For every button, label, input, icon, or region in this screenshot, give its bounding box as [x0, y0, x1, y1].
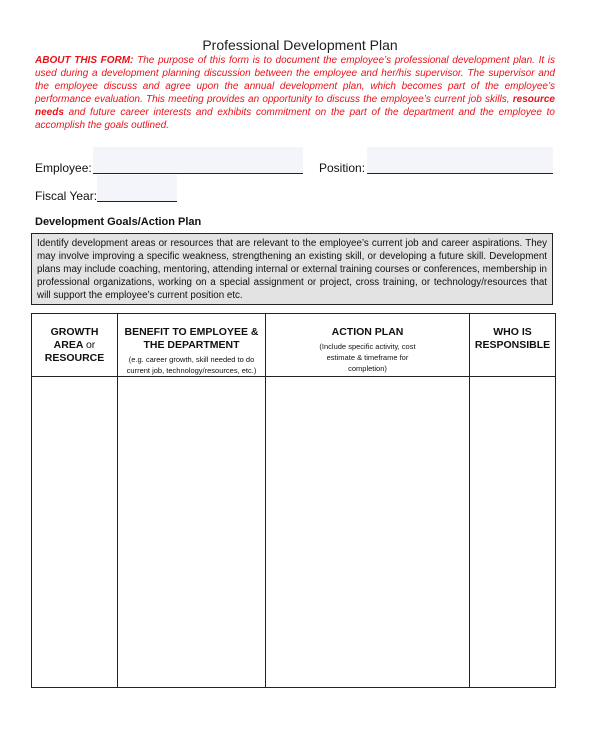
header-action-line1: ACTION PLAN [331, 326, 404, 338]
responsible-cell[interactable] [470, 377, 556, 688]
about-label: ABOUT THIS FORM: [35, 55, 134, 66]
action-plan-cell[interactable] [266, 377, 470, 688]
employee-field[interactable] [93, 147, 303, 174]
section-heading: Development Goals/Action Plan [35, 216, 202, 228]
development-plan-table [31, 313, 556, 688]
header-benefit [118, 314, 266, 377]
header-growth-line2a: AREA [53, 339, 84, 351]
header-growth-line1: GROWTH [50, 326, 99, 338]
about-text-after: and future career interests and exhibits commitment on the part of the department and the employee to accomplish the goals outlined. [35, 107, 555, 131]
header-benefit-line1: BENEFIT TO EMPLOYEE & [124, 326, 259, 338]
header-growth-area [32, 314, 118, 377]
about-this-form [35, 54, 555, 132]
header-growth-line3: RESOURCE [44, 352, 105, 364]
growth-area-cell[interactable] [32, 377, 118, 688]
instructions-box: Identify development areas or resources that are relevant to the employee’s current job and career aspirations. They may involve improving a specific weakness, strengthening an existing skill, or developing a future skill. Development plans may include coaching, mentoring, attending internal or external training courses or conferences, membership in professional organizations, working on a special assignment or project, cross training, or technology/resources that will support the employee’s current position etc. [31, 233, 553, 305]
table-row [32, 377, 556, 688]
fiscal-year-field[interactable] [97, 175, 177, 202]
header-benefit-sub: (e.g. career growth, skill needed to do current job, technology/resources, etc.) [126, 355, 257, 375]
header-benefit-line2: THE DEPARTMENT [143, 339, 240, 351]
benefit-cell[interactable] [118, 377, 266, 688]
employee-label: Employee: [35, 161, 92, 175]
header-action-sub: (Include specific activity, cost estimate & timeframe for completion) [319, 342, 416, 373]
header-action-plan [266, 314, 470, 377]
fiscal-year-label: Fiscal Year: [35, 189, 98, 203]
about-emphasis: resource needs [35, 94, 555, 118]
about-text-before: The purpose of this form is to document the employee’s professional development plan. It is used during a development planning discussion between the employee and her/his supervisor. The supervisor and the employee discuss and agree upon the annual development plan, which becomes part of the employee’s performance evaluation. This meeting provides an opportunity to discuss the employee’s current job skills, [35, 55, 556, 105]
header-responsible-line2: RESPONSIBLE [474, 339, 551, 351]
header-responsible [470, 314, 556, 377]
page-title: Professional Development Plan [202, 37, 398, 53]
header-responsible-line1: WHO IS [493, 326, 532, 338]
position-label: Position: [319, 161, 366, 175]
table-header-row [32, 314, 556, 377]
position-field[interactable] [367, 147, 553, 174]
header-growth-or: or [85, 339, 96, 351]
